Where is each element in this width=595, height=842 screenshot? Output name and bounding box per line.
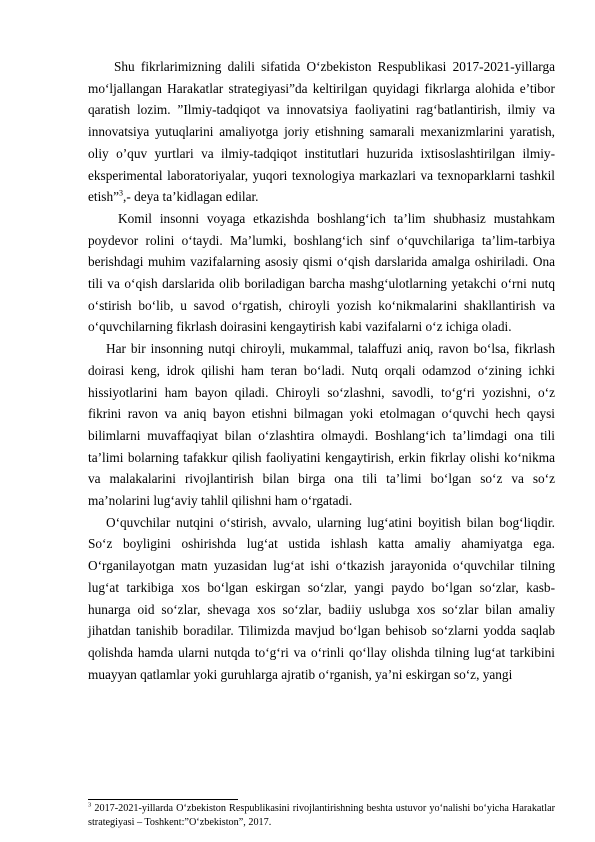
footnote-marker: 3	[88, 801, 92, 809]
paragraph-text: Shu fikrlarimizning dalili sifatida O‘zbekiston Respublikasi 2017-2021-yillarga mo‘ljallangan Harakatlar strategiyasi”da keltirilgan quyidagi fikrlarga alohida e’tibor qaratish lozim. ”Ilmiy-tadqiqot va innovatsiya faoliyatini rag‘batlantirish, ilmiy va innovatsiya yutuqlarini amaliyotga joriy etishning samarali mexanizmlarini yaratish, oliy o’quv yurtlari va ilmiy-tadqiqot institutlari huzurida ixtisoslashtirilgan ilmiy-eksperimental laboratoriyalar, yuqori texnologiya markazlari va texnoparklarni tashkil etish”	[88, 59, 555, 205]
footnote-divider	[88, 799, 238, 800]
footnote	[88, 802, 555, 829]
paragraph-speech-quality: Har bir insonning nutqi chiroyli, mukammal, talaffuzi aniq, ravon bo‘lsa, fikrlash doirasi keng, idrok qilishi ham teran bo‘ladi. Nutq orqali odamzod o‘zining ichki hissiyotlarini ham bayon qiladi. Chiroyli so‘zlashni, savodli, to‘g‘ri yozishni, o‘z fikrini ravon va aniq bayon etishni bilmagan yoki etolmagan o‘quvchi hech qaysi bilimlarni muvaffaqiyat bilan o‘zlashtira olmaydi. Boshlang‘ich ta’limdagi ona tili ta’limi bolarning tafakkur qilish faoliyatini kengaytirish, erkin fikrlay olishi ko‘nikma va malakalarini rivojlantirish bilan birga ona tili ta’limi bo‘lgan so‘z va so‘z ma’nolarini lug‘aviy tahlil qilishni ham o‘rgatadi.	[88, 341, 555, 509]
paragraph-text-tail: ,- deya ta’kidlagan edilar.	[123, 189, 259, 205]
paragraph-vocabulary: O‘quvchilar nutqini o‘stirish, avvalo, ularning lug‘atini boyitish bilan bog‘liqdir. So‘z boyligini oshirishda lug‘at ustida ishlash katta amaliy ahamiyatga ega. O‘rganilayotgan matn yuzasidan lug‘at ishi o‘tkazish jarayonida o‘quvchilar tilning lug‘at tarkibiga xos bo‘lgan eskirgan so‘zlar, yangi paydo bo‘lgan so‘zlar, kasb-hunarga oid so‘zlar, shevaga xos so‘zlar, badiiy uslubga xos so‘zlar bilan amaliy jihatdan tanishib boradilar. Tilimizda mavjud bo‘lgan behisob so‘zlarni yodda saqlab qolishda hamda ularni nutqda to‘g‘ri va o‘rinli qo‘llay olishda tilning lug‘at tarkibini muayyan qatlamlar yoki guruhlarga ajratib o‘rganish, ya’ni eskirgan so‘z, yangi	[88, 514, 555, 682]
paragraph-primary-education: Komil insonni voyaga etkazishda boshlang‘ich ta’lim shubhasiz mustahkam poydevor rolini o‘taydi. Ma’lumki, boshlang‘ich sinf o‘quvchilariga ta’lim-tarbiya berishdagi muhim vazifalarning asosiy qismi o‘qish darslarida amalga oshiriladi. Ona tili va o‘qish darslarida olib boriladigan barcha mashg‘ulotlarning yetakchi o‘rni nutq o‘stirish bo‘lib, u savod o‘rgatish, chiroyli yozish ko‘nikmalarini shakllantirish va o‘quvchilarning fikrlash doirasini kengaytirish kabi vazifalarni o‘z ichiga oladi.	[88, 210, 555, 335]
footnote-reference[interactable]: 3	[119, 188, 124, 198]
footnote-text: 2017-2021-yillarda O‘zbekiston Respublikasini rivojlantirishning beshta ustuvor yo‘nalishi bo‘yicha Harakatlar strategiyasi – Toshkent:”O‘zbekiston”, 2017.	[88, 803, 556, 828]
paragraph-strategy-quote	[88, 56, 555, 208]
body-text	[88, 56, 555, 685]
